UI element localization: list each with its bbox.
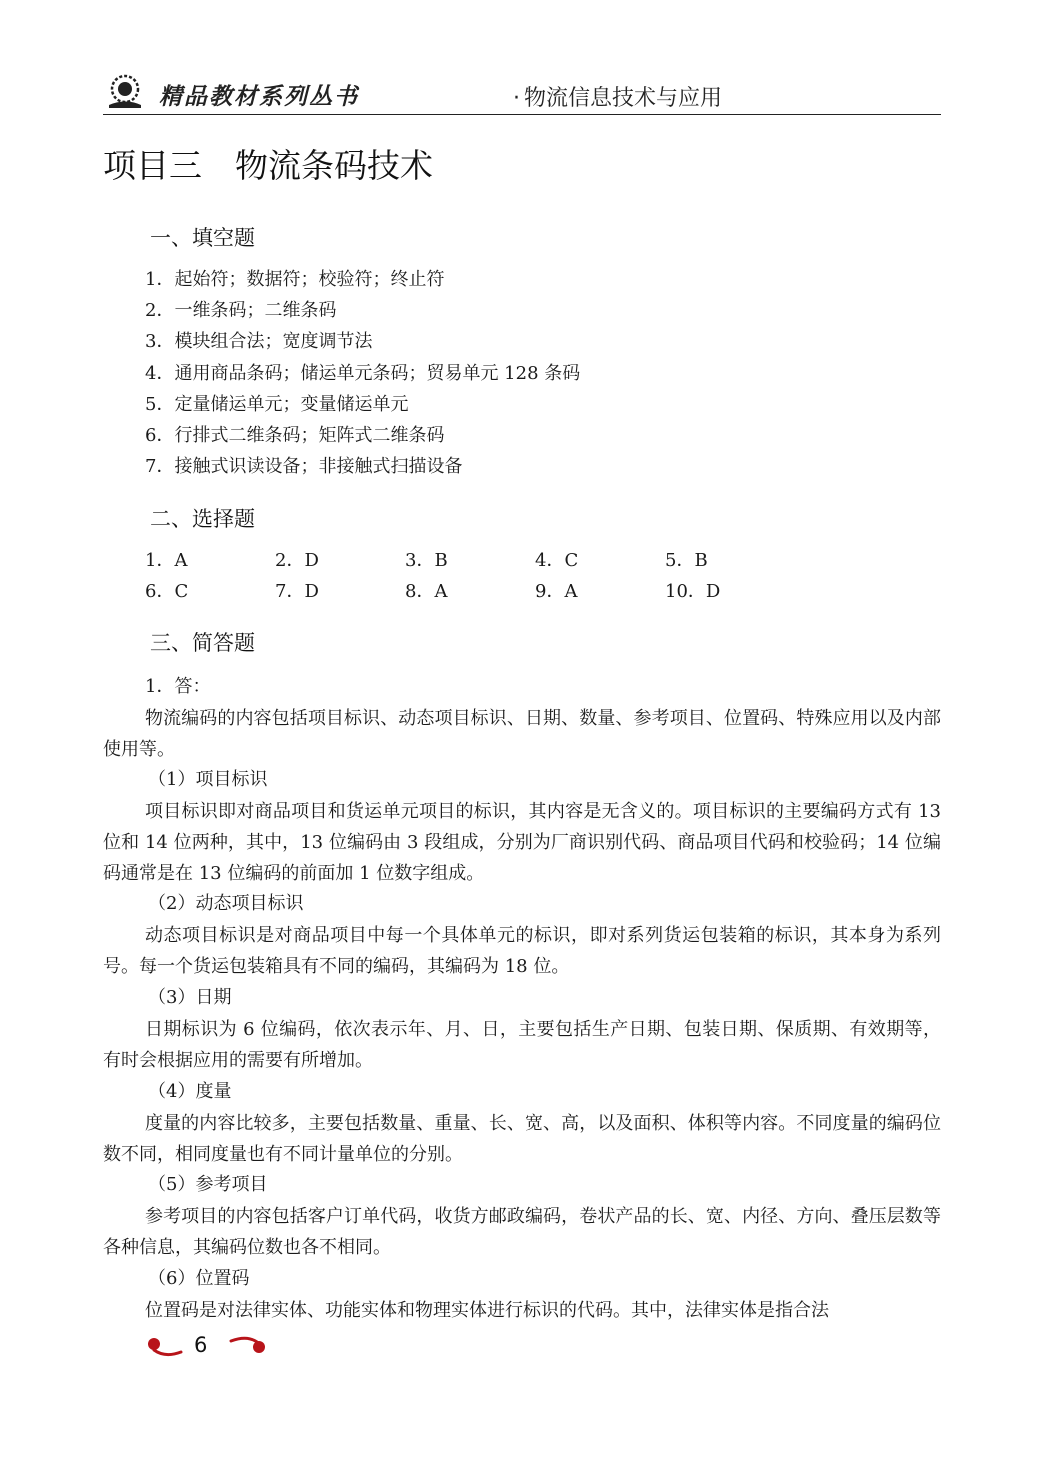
subheading: （1）项目标识	[148, 769, 268, 790]
page-number: 6	[194, 1333, 208, 1357]
choice-answer: 10．D	[665, 581, 721, 602]
choice-answer: 9．A	[535, 581, 578, 602]
paragraph: 参考项目的内容包括客户订单代码，收货方邮政编码，卷状产品的长、宽、内径、方向、叠压层数等各种信息，其编码位数也各不相同。	[103, 1206, 941, 1258]
subheading: （4）度量	[148, 1081, 232, 1102]
series-name: 精品教材系列丛书	[159, 83, 359, 110]
paragraph: 动态项目标识是对商品项目中每一个具体单元的标识，即对系列货运包装箱的标识，其本身为系列号。每一个货运包装箱具有不同的编码，其编码为 18 位。	[103, 925, 941, 977]
choice-answer: 3．B	[405, 550, 448, 571]
choice-answer: 7．D	[275, 581, 319, 602]
list-item: 7．接触式识读设备；非接触式扫描设备	[145, 456, 463, 477]
list-item: 1．起始符；数据符；校验符；终止符	[145, 269, 445, 290]
choice-answer: 1．A	[145, 550, 188, 571]
paragraph: 位置码是对法律实体、功能实体和物理实体进行标识的代码。其中，法律实体是指合法	[145, 1300, 829, 1321]
list-item: 2．一维条码；二维条码	[145, 300, 337, 321]
list-item: 6．行排式二维条码；矩阵式二维条码	[145, 425, 445, 446]
page-header	[103, 68, 941, 115]
page-footer	[145, 1330, 275, 1364]
subheading: （3）日期	[148, 987, 232, 1008]
list-item: 5．定量储运单元；变量储运单元	[145, 394, 409, 415]
choice-answer: 6．C	[145, 581, 189, 602]
choice-answer: 8．A	[405, 581, 448, 602]
subheading: （6）位置码	[148, 1268, 250, 1289]
footer-right-ornament-icon	[227, 1332, 269, 1360]
book-title: · 物流信息技术与应用	[513, 86, 723, 111]
choice-answer: 2．D	[275, 550, 319, 571]
section-heading-choice: 二、选择题	[150, 507, 255, 531]
choice-answer: 5．B	[665, 550, 708, 571]
paragraph: 日期标识为 6 位编码，依次表示年、月、日，主要包括生产日期、包装日期、保质期、有效期等，有时会根据应用的需要有所增加。	[103, 1019, 941, 1071]
paragraph: 物流编码的内容包括项目标识、动态项目标识、日期、数量、参考项目、位置码、特殊应用以及内部使用等。	[103, 708, 941, 760]
choice-answer: 4．C	[535, 550, 579, 571]
footer-left-ornament-icon	[145, 1332, 185, 1360]
section-heading-short-answer: 三、简答题	[150, 631, 255, 655]
section-heading-fill-blank: 一、填空题	[150, 226, 255, 250]
series-logo-icon	[103, 72, 149, 110]
page-title: 项目三 物流条码技术	[103, 146, 433, 185]
list-item: 3．模块组合法；宽度调节法	[145, 331, 373, 352]
list-item: 4．通用商品条码；储运单元条码；贸易单元 128 条码	[145, 363, 581, 384]
subheading: （5）参考项目	[148, 1174, 268, 1195]
subheading: （2）动态项目标识	[148, 893, 304, 914]
paragraph: 度量的内容比较多，主要包括数量、重量、长、宽、高，以及面积、体积等内容。不同度量的编码位数不同，相同度量也有不同计量单位的分别。	[103, 1113, 941, 1165]
answer-label: 1．答：	[145, 676, 211, 697]
paragraph: 项目标识即对商品项目和货运单元项目的标识，其内容是无含义的。项目标识的主要编码方式有 13 位和 14 位两种，其中，13 位编码由 3 段组成，分别为厂商识别代码、商品项目代码和校验码；14 位编码通常是在 13 位编码的前面加 1 位数字组成。	[103, 801, 941, 884]
